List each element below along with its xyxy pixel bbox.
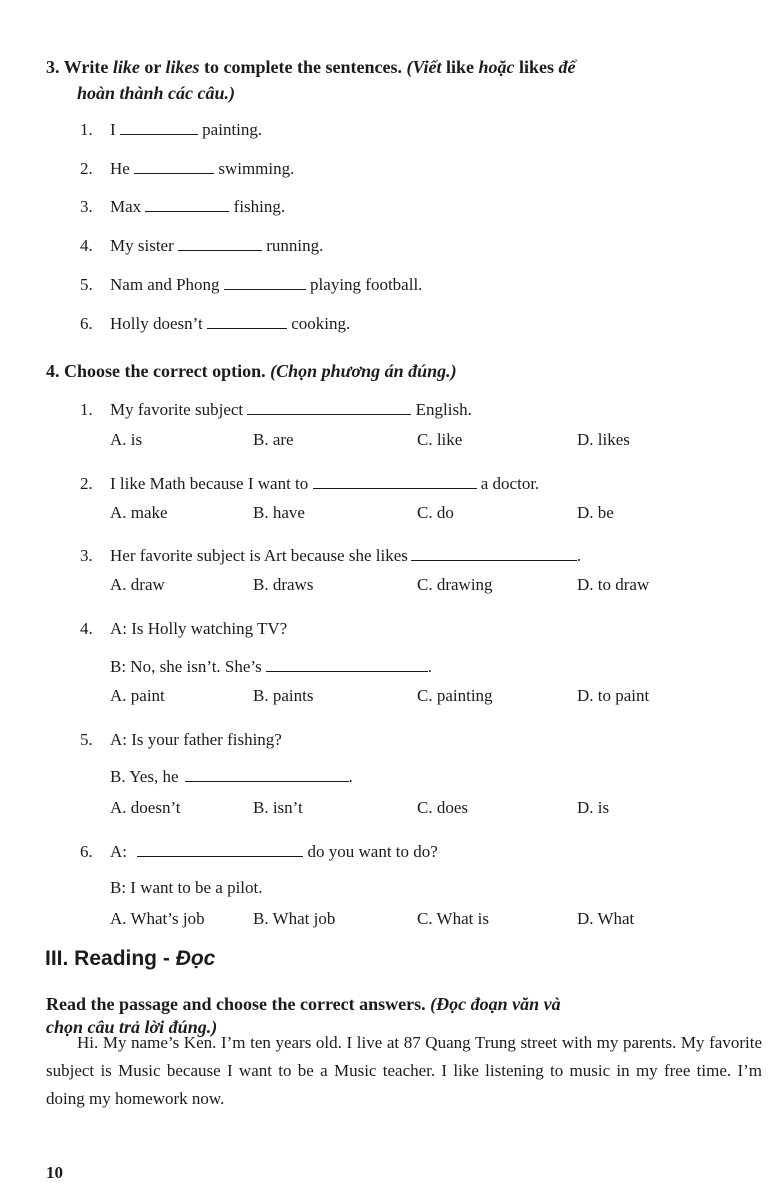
option-a[interactable]: A. is: [110, 430, 143, 449]
item-text: B: I want to be a pilot.: [110, 878, 263, 897]
ex3-item-1: [80, 119, 262, 141]
title-part: Write: [63, 57, 113, 77]
option-d[interactable]: D. be: [577, 503, 614, 522]
ex4-question-4: [80, 618, 287, 640]
item-text: swimming.: [218, 159, 295, 178]
option-c[interactable]: C. drawing: [417, 575, 493, 594]
ex4-question-4-b: [110, 656, 432, 678]
option-b[interactable]: B. What job: [253, 909, 336, 928]
ex3-item-3: [80, 196, 285, 218]
option-c[interactable]: C. like: [417, 430, 463, 449]
section-title-vi: Đọc: [175, 947, 216, 970]
reading-passage: Hi. My name’s Ken. I’m ten years old. I live at 87 Quang Trung street with my parents. My favorite subject is Music because I want to be a Music teacher. I like listening to music in my free time. I’m doing my homework now.: [46, 1033, 762, 1108]
title-part: likes: [165, 57, 200, 77]
option-a[interactable]: A. make: [110, 503, 168, 522]
option-b[interactable]: B. paints: [253, 686, 314, 705]
instruction-vi: (Đọc đoạn văn và: [430, 994, 561, 1014]
item-text: running.: [266, 236, 324, 255]
item-text: painting.: [202, 120, 263, 139]
item-text: English.: [415, 400, 472, 419]
item-number: 5.: [80, 275, 93, 294]
ex3-item-4: [80, 235, 323, 257]
item-text: do you want to do?: [307, 842, 438, 861]
item-text: Her favorite subject is Art because she likes: [110, 546, 408, 565]
answer-blank[interactable]: [145, 197, 229, 212]
option-b[interactable]: B. are: [253, 430, 294, 449]
answer-blank[interactable]: [137, 842, 303, 857]
item-number: 3.: [80, 197, 93, 216]
answer-blank[interactable]: [247, 400, 411, 415]
exercise-4-title: [46, 358, 457, 384]
option-a[interactable]: A. paint: [110, 686, 165, 705]
item-number: 2.: [80, 159, 93, 178]
title-part: or: [139, 57, 166, 77]
title-part: to complete the sentences.: [199, 57, 407, 77]
section-title-text: III. Reading -: [45, 947, 176, 970]
item-number: 3.: [80, 546, 93, 565]
title-part: Choose the correct option.: [64, 361, 271, 381]
exercise-number: 3.: [46, 57, 60, 77]
ex3-item-2: [80, 158, 294, 180]
item-text: I like Math because I want to: [110, 474, 309, 493]
item-text: playing football.: [310, 275, 423, 294]
answer-blank[interactable]: [224, 275, 306, 290]
ex4-question-1: [80, 399, 472, 421]
option-a[interactable]: A. draw: [110, 575, 165, 594]
exercise-3-title-line2: hoàn thành các câu.): [77, 83, 236, 103]
item-number: 2.: [80, 474, 93, 493]
answer-blank[interactable]: [185, 767, 349, 782]
answer-blank[interactable]: [313, 474, 477, 489]
title-part: like: [445, 57, 474, 77]
item-text: Nam and Phong: [110, 275, 220, 294]
option-c[interactable]: C. painting: [417, 686, 493, 705]
page-number: 10: [46, 1163, 63, 1182]
item-number: 1.: [80, 120, 93, 139]
item-text: A: Is Holly watching TV?: [110, 619, 288, 638]
option-d[interactable]: D. likes: [577, 430, 630, 449]
item-text: cooking.: [291, 314, 351, 333]
option-a[interactable]: A. What’s job: [110, 909, 205, 928]
answer-blank[interactable]: [411, 546, 577, 561]
item-text: a doctor.: [480, 474, 540, 493]
item-text: .: [427, 657, 433, 676]
item-text: fishing.: [233, 197, 286, 216]
option-d[interactable]: D. to draw: [577, 575, 650, 594]
item-number: 4.: [80, 236, 93, 255]
item-number: 4.: [80, 619, 93, 638]
answer-blank[interactable]: [178, 236, 262, 251]
answer-blank[interactable]: [207, 314, 287, 329]
item-number: 6.: [80, 314, 93, 333]
option-a[interactable]: A. doesn’t: [110, 798, 181, 817]
item-text: Holly doesn’t: [110, 314, 203, 333]
option-b[interactable]: B. have: [253, 503, 305, 522]
ex4-question-6: [80, 841, 438, 863]
ex4-question-2: [80, 473, 539, 495]
ex3-item-6: [80, 313, 350, 335]
title-part: (Viết: [406, 57, 446, 77]
ex3-item-5: [80, 274, 422, 296]
ex4-question-5: [80, 729, 282, 751]
item-text: A: Is your father fishing?: [110, 730, 282, 749]
title-part: like: [112, 57, 140, 77]
title-part: (Chọn phương án đúng.): [270, 361, 457, 381]
item-text: My sister: [110, 236, 174, 255]
answer-blank[interactable]: [120, 120, 198, 135]
option-b[interactable]: B. draws: [253, 575, 314, 594]
title-part: likes: [518, 57, 554, 77]
item-text: I: [110, 120, 116, 139]
instruction-text: Read the passage and choose the correct answers.: [46, 994, 431, 1014]
ex4-question-5-b: [110, 766, 353, 788]
title-part: hoặc: [473, 57, 519, 77]
item-text: B: No, she isn’t. She’s: [110, 657, 262, 676]
item-text: Max: [110, 197, 142, 216]
answer-blank[interactable]: [134, 159, 214, 174]
option-d[interactable]: D. to paint: [577, 686, 650, 705]
ex4-question-3: [80, 545, 581, 567]
item-text: He: [110, 159, 130, 178]
option-c[interactable]: C. What is: [417, 909, 489, 928]
item-number: 6.: [80, 842, 93, 861]
item-number: 1.: [80, 400, 93, 419]
section-title: [45, 945, 215, 973]
option-d[interactable]: D. What: [577, 909, 635, 928]
item-text: B. Yes, he: [110, 767, 179, 786]
option-d[interactable]: D. is: [577, 798, 610, 817]
item-number: 5.: [80, 730, 93, 749]
exercise-3-title: [46, 54, 576, 80]
item-text: .: [348, 767, 353, 786]
option-c[interactable]: C. do: [417, 503, 454, 522]
item-text: My favorite subject: [110, 400, 244, 419]
option-c[interactable]: C. does: [417, 798, 468, 817]
exercise-number: 4.: [46, 361, 60, 381]
item-text: A:: [110, 842, 127, 861]
title-part: để: [554, 57, 576, 77]
answer-blank[interactable]: [266, 657, 428, 672]
item-text: .: [576, 546, 582, 565]
option-b[interactable]: B. isn’t: [253, 798, 303, 817]
instruction-vi-line2: chọn câu trả lời đúng.): [46, 1017, 218, 1037]
